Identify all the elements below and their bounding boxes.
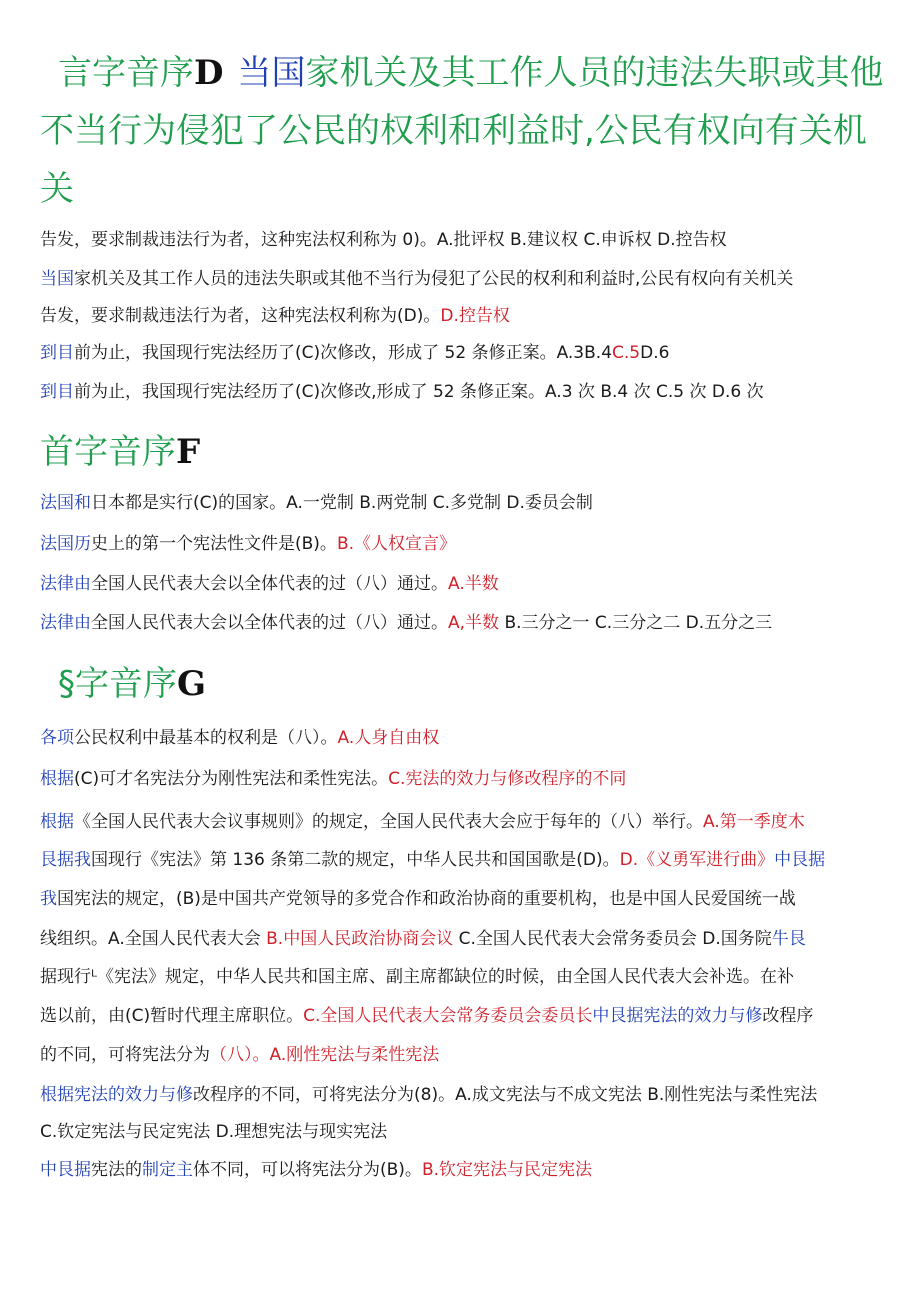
heading-prefix: 首字音序 bbox=[40, 432, 176, 472]
line-f-4 bbox=[40, 612, 772, 634]
line-lead: 中艮据 bbox=[774, 850, 826, 870]
line-g-6 bbox=[40, 928, 806, 950]
line-f-2 bbox=[40, 533, 456, 555]
line-text: 《全国人民代表大会议事规则》的规定，全国人民代表大会应于每年的（八）举行。 bbox=[74, 812, 703, 832]
heading-prefix: 言字音序 bbox=[58, 53, 194, 93]
line-text: 宪法的 bbox=[91, 1160, 142, 1180]
answer-text: C.宪法的效力与修改程序的不同 bbox=[388, 769, 627, 789]
answer-text: D.控告权 bbox=[440, 306, 510, 326]
line-g-1 bbox=[40, 727, 439, 749]
line-lead: 制定主 bbox=[142, 1160, 193, 1180]
heading-prefix: §字音序 bbox=[58, 664, 177, 704]
line-text: 全国人民代表大会以全体代表的过（八）通过。 bbox=[91, 574, 448, 594]
line-text: C.钦定宪法与民定宪法 D.理想宪法与现实宪法 bbox=[40, 1122, 388, 1142]
line-text: 前为止，我国现行宪法经历了(C)次修改，形成了 52 条修正案。A.3B.4 bbox=[74, 343, 613, 363]
line-lead: 当国 bbox=[40, 269, 74, 289]
line-text: 国宪法的规定，(B)是中国共产党领导的多党合作和政治协商的重要机构，也是中国人民爱国统一战 bbox=[57, 889, 796, 909]
line-lead: 法国历 bbox=[40, 534, 91, 554]
heading-lead-blue: 当国 bbox=[237, 53, 306, 93]
line-lead: 中艮据 bbox=[40, 1160, 91, 1180]
answer-text: A.半数 bbox=[448, 574, 499, 594]
section-g-heading bbox=[58, 662, 206, 706]
section-d-heading bbox=[40, 44, 890, 218]
heading-text: 家机关及其工作人员的违法失职或其他不当行为侵犯了公民的权利和利益时,公民有权向有关机关 bbox=[40, 53, 884, 209]
line-text: 日本都是实行(C)的国家。A.一党制 B.两党制 C.多党制 D.委员会制 bbox=[91, 493, 593, 513]
line-d-4 bbox=[40, 342, 669, 364]
line-lead: 到目 bbox=[40, 343, 74, 363]
line-f-3 bbox=[40, 573, 499, 595]
line-lead: 法国和 bbox=[40, 493, 91, 513]
line-g-4 bbox=[40, 849, 825, 871]
answer-text: B.《人权宣言》 bbox=[336, 534, 457, 554]
line-lead: 各项 bbox=[40, 728, 74, 748]
line-text: 公民权利中最基本的权利是（八）。 bbox=[74, 728, 338, 748]
line-text: 家机关及其工作人员的违法失职或其他不当行为侵犯了公民的权利和利益时,公民有权向有关机关 bbox=[74, 269, 794, 289]
line-text: 前为止，我国现行宪法经历了(C)次修改,形成了 52 条修正案。A.3 次 B.4 次 C.5 次 D.6 次 bbox=[74, 382, 764, 402]
heading-letter: D bbox=[194, 53, 224, 93]
answer-text: A,半数 bbox=[448, 613, 500, 633]
answer-text: B.钦定宪法与民定宪法 bbox=[421, 1160, 593, 1180]
line-text: D.6 bbox=[640, 343, 670, 363]
heading-letter: G bbox=[177, 664, 207, 704]
line-g-11 bbox=[40, 1121, 387, 1143]
line-lead: 我 bbox=[40, 889, 57, 909]
line-text: 改程序的不同，可将宪法分为(8)。A.成文宪法与不成文宪法 B.刚性宪法与柔性宪法 bbox=[193, 1085, 818, 1105]
line-text: 选以前，由(C)暂时代理主席职位。 bbox=[40, 1006, 304, 1026]
answer-text: D.《义勇军进行曲》 bbox=[619, 850, 775, 870]
line-d-3 bbox=[40, 305, 510, 327]
line-g-7 bbox=[40, 966, 794, 988]
line-lead: 根据 bbox=[40, 812, 74, 832]
line-text: 线组织。A.全国人民代表大会 bbox=[40, 929, 267, 949]
line-text: 告发，要求制裁违法行为者，这种宪法权利称为(D)。 bbox=[40, 306, 441, 326]
line-d-1 bbox=[40, 229, 727, 251]
line-text: 史上的第一个宪法性文件是(B)。 bbox=[91, 534, 337, 554]
answer-text: （八）。A.刚性宪法与柔性宪法 bbox=[210, 1045, 440, 1065]
line-lead: 中艮据宪法的效力与修 bbox=[592, 1006, 763, 1026]
line-g-3 bbox=[40, 811, 805, 833]
line-g-8 bbox=[40, 1005, 813, 1027]
line-text: 体不同，可以将宪法分为(B)。 bbox=[193, 1160, 422, 1180]
line-text: 国现行《宪法》第 136 条第二款的规定，中华人民共和国国歌是(D)。 bbox=[91, 850, 620, 870]
line-f-1 bbox=[40, 492, 593, 514]
line-lead: 牛艮 bbox=[771, 929, 806, 949]
answer-text: C.5 bbox=[612, 343, 641, 363]
answer-text: C.全国人民代表大会常务委员会委员长 bbox=[303, 1006, 593, 1026]
line-text: 据现行ᴸ《宪法》规定，中华人民共和国主席、副主席都缺位的时候，由全国人民代表大会补选。在补 bbox=[40, 967, 794, 987]
line-d-2 bbox=[40, 268, 793, 290]
line-lead: 到目 bbox=[40, 382, 74, 402]
line-text: 改程序 bbox=[762, 1006, 814, 1026]
line-g-9 bbox=[40, 1044, 439, 1066]
line-lead: 根据 bbox=[40, 769, 74, 789]
answer-text: A.第一季度木 bbox=[703, 812, 805, 832]
answer-text: B.中国人民政治协商会议 bbox=[266, 929, 454, 949]
line-g-2 bbox=[40, 768, 626, 790]
line-text: 全国人民代表大会以全体代表的过（八）通过。 bbox=[91, 613, 448, 633]
line-g-5 bbox=[40, 888, 796, 910]
line-lead: 法律由 bbox=[40, 613, 91, 633]
line-lead: 艮据我 bbox=[40, 850, 91, 870]
line-d-5 bbox=[40, 381, 764, 403]
line-text: 告发，要求制裁违法行为者，这种宪法权利称为 0)。A.批评权 B.建议权 C.申诉权 D.控告权 bbox=[40, 230, 727, 250]
line-g-10 bbox=[40, 1084, 817, 1106]
section-f-heading bbox=[40, 430, 200, 474]
line-text: 的不同，可将宪法分为 bbox=[40, 1045, 210, 1065]
line-text: C.全国人民代表大会常务委员会 D.国务院 bbox=[453, 929, 772, 949]
line-text: B.三分之一 C.三分之二 D.五分之三 bbox=[499, 613, 773, 633]
line-text: (C)可才名宪法分为刚性宪法和柔性宪法。 bbox=[74, 769, 389, 789]
line-lead: 法律由 bbox=[40, 574, 91, 594]
heading-letter: F bbox=[176, 432, 201, 472]
answer-text: A.人身自由权 bbox=[337, 728, 440, 748]
line-lead: 根据宪法的效力与修 bbox=[40, 1085, 193, 1105]
line-g-12 bbox=[40, 1159, 592, 1181]
